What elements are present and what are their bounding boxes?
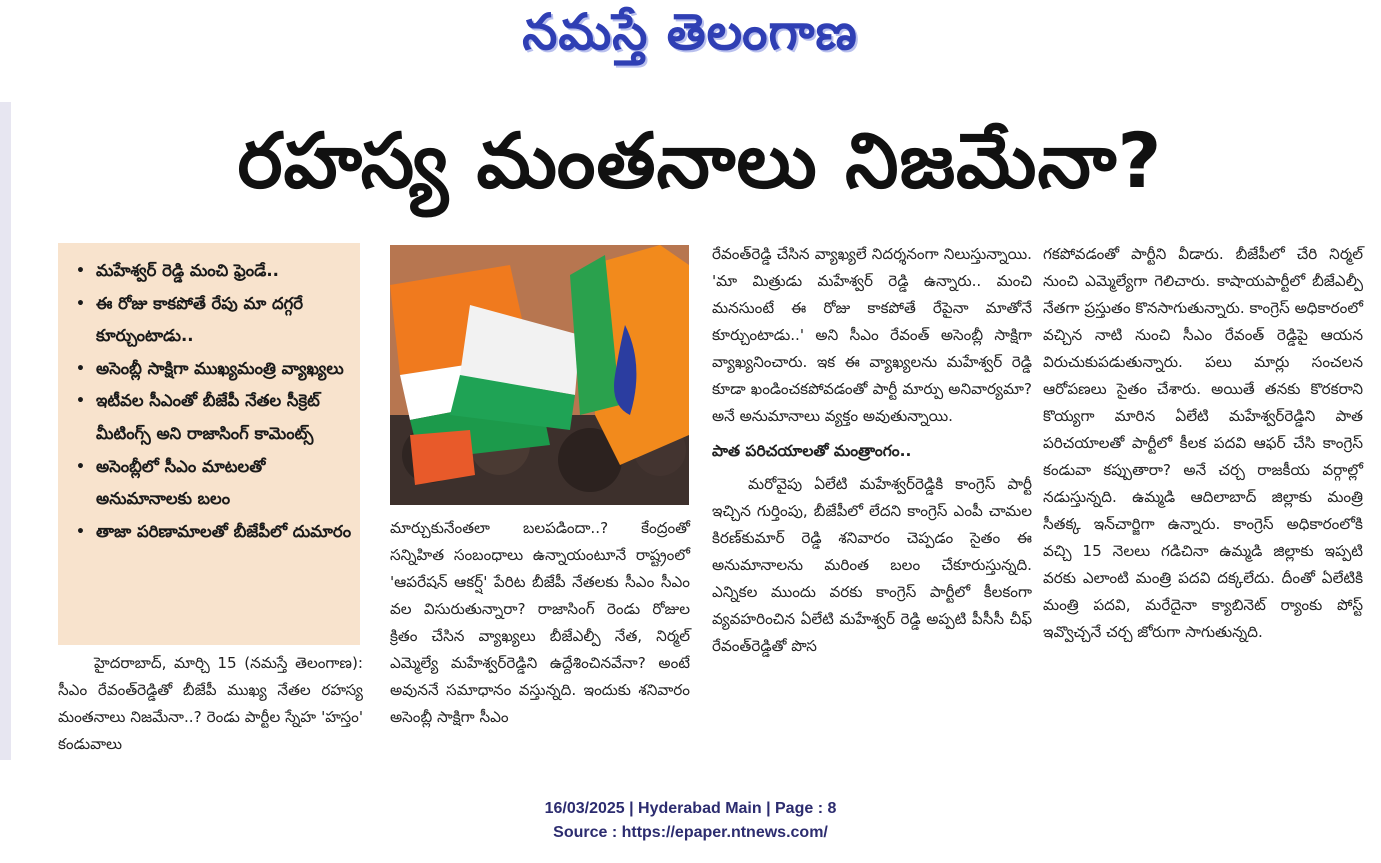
article-column-4	[1043, 241, 1363, 646]
edition-info: 16/03/2025 | Hyderabad Main | Page : 8	[544, 800, 837, 817]
highlight-item: • ఈ రోజు కాకపోతే రేపు మా దగ్గరే కూర్చుంటాడు..	[76, 288, 352, 353]
article-column-3	[712, 241, 1032, 660]
dateline-paragraph: హైదరాబాద్, మార్చి 15 (నమస్తే తెలంగాణ): సీఎం రేవంత్‌రెడ్డితో బీజేపీ ముఖ్య నేతల రహస్య మంతనాలు నిజమేనా..? రెండు పార్టీల స్నేహ 'హస్తం' కండువాలు	[58, 654, 363, 753]
article-headline: రహస్య మంతనాలు నిజమేనా?	[237, 116, 1163, 205]
bullet-icon: •	[76, 360, 85, 377]
highlight-item: • తాజా పరిణామాలతో బీజేపీలో దుమారం	[76, 516, 352, 549]
section-subheading: పాత పరిచయాలతో మంత్రాంగం..	[712, 442, 912, 460]
party-flags-photo	[390, 245, 689, 505]
bullet-icon: •	[76, 458, 85, 475]
bullet-icon: •	[76, 295, 85, 312]
bullet-icon: •	[76, 263, 85, 279]
body-paragraph: మార్చుకునేంతలా బలపడిందా..? కేంద్రంతో సన్నిహిత సంబంధాలు ఉన్నాయంటూనే రాష్ట్రంలో 'ఆపరేషన్ ఆకర్ష్' పేరిట బీజేపీ నేతలకు సీఎం సీఎం వల విసురుతున్నారా? రాజాసింగ్ రెండు రోజుల క్రితం చేసిన వ్యాఖ్యలు బీజేఎల్పీ నేత, నిర్మల్ ఎమ్మెల్యే మహేశ్వర్‌రెడ్డిని ఉద్దేశించినవేనా? అంటే అవుననే సమాధానం వస్తున్నది. ఇందుకు శనివారం అసెంబ్లీ సాక్షిగా సీఎం	[390, 519, 690, 726]
article-column-1	[58, 650, 363, 758]
bullet-icon: •	[76, 393, 85, 410]
newspaper-masthead: నమస్తే తెలంగాణ	[522, 2, 858, 61]
body-paragraph: రేవంత్‌రెడ్డి చేసిన వ్యాఖ్యలే నిదర్శనంగా నిలుస్తున్నాయి. 'మా మిత్రుడు మహేశ్వర్ రెడ్డి ఉన్నారు.. మంచి మనసుంటే ఈ రోజు కాకపోతే రేపైనా మాతోనే కూర్చుంటాడు..' అని సీఎం రేవంత్ అసెంబ్లీ సాక్షిగా వ్యాఖ్యనించారు. ఇక ఈ వ్యాఖ్యలను మహేశ్వర్ రెడ్డి కూడా ఖండించకపోవడంతో పార్టీ మార్పు అనివార్యమా? అనే అనుమానాలు వ్యక్తం అవుతున్నాయి.	[712, 245, 1032, 425]
body-paragraph: గకపోవడంతో పార్టీని వీడారు. బీజేపీలో చేరి నిర్మల్ నుంచి ఎమ్మెల్యేగా గెలిచారు. కాషాయపార్టీలో బీజేఎల్పీ నేతగా ప్రస్తుతం కొనసాగుతున్నారు. కాంగ్రెస్ అధికారంలో వచ్చిన నాటి నుంచి సీఎం రేవంత్ రెడ్డిపై ఆయన విరుచుకుపడుతున్నారు. పలు మార్లు సంచలన ఆరోపణలు సైతం చేశారు. అయితే తనకు కొరకరాని కొయ్యగా మారిన ఏలేటి మహేశ్వర్‌రెడ్డిని పాత పరిచయాలతో పార్టీలో కీలక పదవి ఆఫర్ చేసి కాంగ్రెస్ కండువా కప్పుతారా? అనే చర్చ రాజకీయ వర్గాల్లో నడుస్తున్నది. ఉమ్మడి ఆదిలాబాద్ జిల్లాకు మంత్రి సీతక్క ఇన్‌చార్జిగా ఉన్నారు. కాంగ్రెస్ అధికారంలోకి వచ్చి 15 నెలలు గడిచినా ఉమ్మడి జిల్లాకు ఇప్పటి వరకు ఎలాంటి మంత్రి పదవి దక్కలేదు. దీంతో ఏలేటికి మంత్రి పదవి, మరేదైనా క్యాబినెట్ ర్యాంకు పోస్ట్ ఇవ్వొచ్చనే చర్చ జోరుగా సాగుతున్నది.	[1043, 245, 1363, 641]
body-paragraph: మరోవైపు ఏలేటి మహేశ్వర్‌రెడ్డికి కాంగ్రెస్ పార్టీ ఇచ్చిన గుర్తింపు, బీజేపీలో లేదని కాంగ్రెస్ ఎంపీ చామల కిరణ్‌కుమార్ రెడ్డి శనివారం చెప్పడం సైతం ఈ అనుమానాలను మరింత బలం చేకూరుస్తున్నది. ఎన్నికల ముందు వరకు కాంగ్రెస్ పార్టీలో కీలకంగా వ్యవహరించిన ఏలేటి మహేశ్వర్ రెడ్డి అప్పటి పీసీసీ చీఫ్ రేవంత్‌రెడ్డితో పొస	[712, 475, 1032, 655]
highlights-box	[58, 243, 360, 645]
highlight-item: • ఇటీవల సీఎంతో బీజేపీ నేతల సీక్రెట్ మీటింగ్స్ అని రాజాసింగ్ కామెంట్స్	[76, 385, 352, 450]
left-margin-bar	[0, 102, 11, 760]
flags-illustration	[390, 245, 689, 505]
bullet-icon: •	[76, 523, 85, 540]
highlight-item: • అసెంబ్లీ సాక్షిగా ముఖ్యమంత్రి వ్యాఖ్యలు	[76, 353, 352, 386]
article-column-2	[390, 515, 690, 731]
source-url: Source : https://epaper.ntnews.com/	[553, 824, 828, 841]
highlight-item: • అసెంబ్లీలో సీఎం మాటలతో అనుమానాలకు బలం	[76, 451, 352, 516]
highlight-item: • మహేశ్వర్ రెడ్డి మంచి ఫ్రెండే..	[76, 255, 352, 288]
